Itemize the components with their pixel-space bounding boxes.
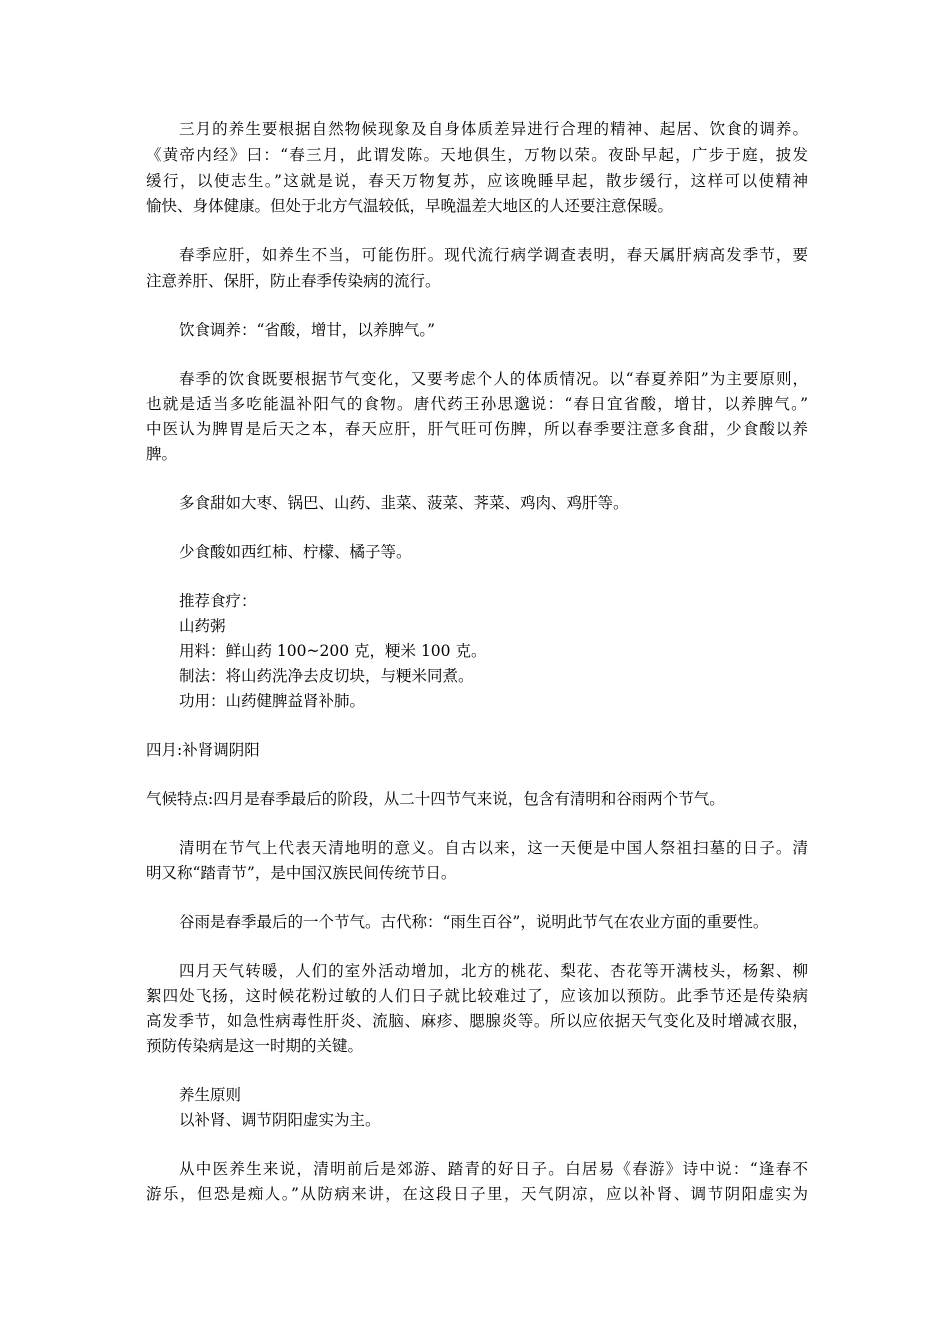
- text-line: 絮四处飞扬，这时候花粉过敏的人们日子就比较难过了，应该加以预防。此季节还是传染病: [146, 987, 808, 1005]
- text-line: 清明在节气上代表天清地明的意义。自古以来，这一天便是中国人祭祖扫墓的日子。清: [179, 839, 808, 857]
- text-line: 愉快、身体健康。但处于北方气温较低，早晚温差大地区的人还要注意保暖。: [146, 197, 674, 215]
- text-line: 也就是适当多吃能温补阳气的食物。唐代药王孙思邈说：“春日宜省酸，增甘，以养脾气。”: [146, 395, 808, 413]
- text-line: 中医认为脾胃是后天之本，春天应肝，肝气旺可伤脾，所以春季要注意多食甜，少食酸以养: [146, 420, 808, 438]
- recipe-heading: 推荐食疗：: [179, 592, 257, 610]
- text-line: 多食甜如大枣、锅巴、山药、韭菜、菠菜、荠菜、鸡肉、鸡肝等。: [179, 494, 629, 512]
- text-line: 谷雨是春季最后的一个节气。古代称：“雨生百谷”，说明此节气在农业方面的重要性。: [179, 913, 769, 931]
- text-line: 《黄帝内经》曰：“春三月，此谓发陈。天地俱生，万物以荣。夜卧早起，广步于庭，披发: [146, 146, 808, 164]
- text-line: 四月天气转暖，人们的室外活动增加，北方的桃花、梨花、杏花等开满枝头，杨絮、柳: [179, 962, 808, 980]
- text-line: 预防传染病是这一时期的关键。: [146, 1037, 364, 1055]
- recipe-method: 制法：将山药洗净去皮切块，与粳米同煮。: [179, 667, 474, 685]
- recipe-name: 山药粥: [179, 617, 226, 635]
- recipe-effect: 功用：山药健脾益肾补肺。: [179, 692, 366, 710]
- recipe-ingredients: 用料：鲜山药 100~200 克，粳米 100 克。: [179, 642, 487, 660]
- paragraph-climate: 气候特点:四月是春季最后的阶段，从二十四节气来说，包含有清明和谷雨两个节气。: [146, 790, 725, 808]
- section-heading-april: 四月:补肾调阴阳: [146, 741, 260, 759]
- principle-text: 以补肾、调节阴阳虚实为主。: [179, 1111, 381, 1129]
- principle-heading: 养生原则: [179, 1086, 242, 1104]
- text-line: 注意养肝、保肝，防止春季传染病的流行。: [146, 272, 441, 290]
- text-line: 春季应肝，如养生不当，可能伤肝。现代流行病学调查表明，春天属肝病高发季节，要: [179, 246, 808, 264]
- text-line: 三月的养生要根据自然物候现象及自身体质差异进行合理的精神、起居、饮食的调养。: [179, 120, 808, 138]
- text-line: 缓行，以使志生。”这就是说，春天万物复苏，应该晚睡早起，散步缓行，这样可以使精神: [146, 172, 808, 190]
- text-line: 明又称“踏青节”，是中国汉族民间传统节日。: [146, 864, 457, 882]
- text-line: 从中医养生来说，清明前后是郊游、踏青的好日子。白居易《春游》诗中说：“逢春不: [179, 1160, 808, 1178]
- text-line: 少食酸如西红柿、柠檬、橘子等。: [179, 543, 412, 561]
- text-line: 饮食调养：“省酸，增甘，以养脾气。”: [179, 321, 436, 339]
- text-line: 脾。: [146, 445, 178, 463]
- text-line: 游乐，但恐是痴人。”从防病来讲，在这段日子里，天气阴凉，应以补肾、调节阴阳虚实为: [146, 1185, 808, 1203]
- text-line: 高发季节，如急性病毒性肝炎、流脑、麻疹、腮腺炎等。所以应依据天气变化及时增减衣服，: [146, 1012, 808, 1030]
- text-line: 春季的饮食既要根据节气变化，又要考虑个人的体质情况。以“春夏养阳”为主要原则，: [179, 370, 808, 388]
